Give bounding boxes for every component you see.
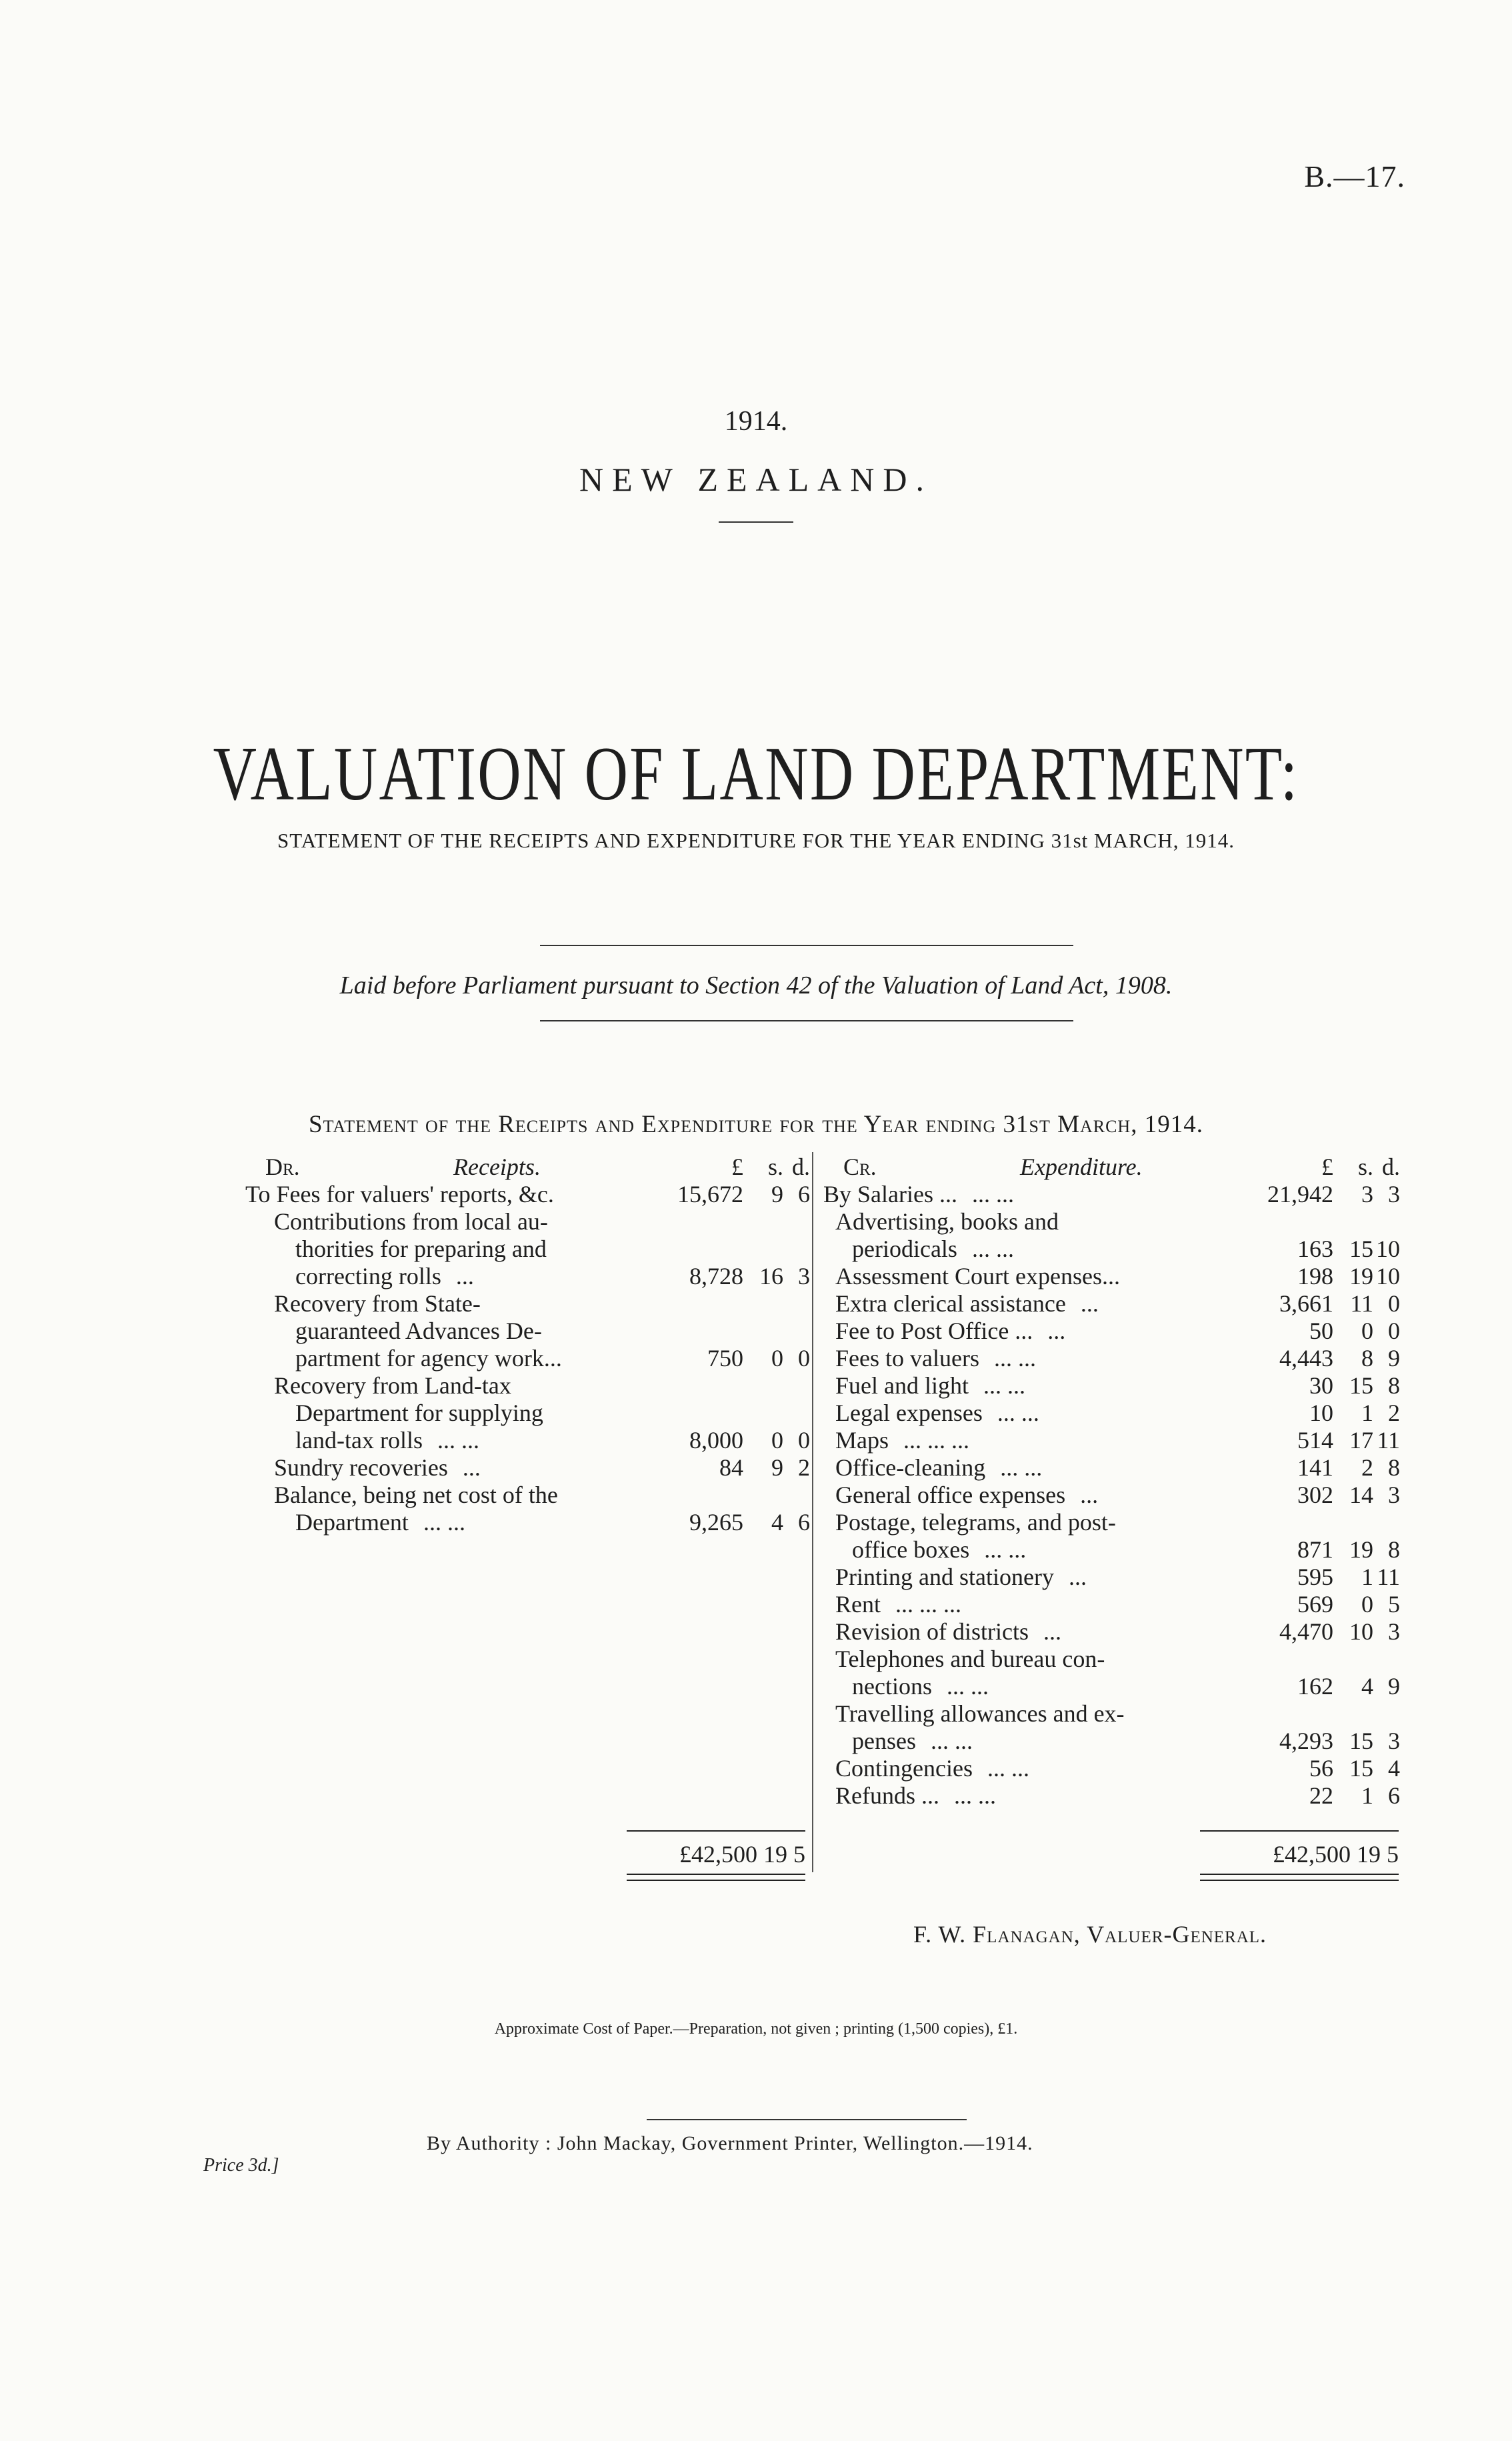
shillings-value: 19 <box>1349 1536 1373 1563</box>
table-row <box>823 1290 1398 1318</box>
row-text: land-tax rolls <box>295 1427 423 1454</box>
signature-line: F. W. Flanagan, Valuer-General. <box>913 1921 1267 1948</box>
expenditure-header <box>823 1153 1398 1181</box>
table-row <box>823 1236 1398 1263</box>
table-row <box>245 1263 810 1290</box>
shillings-value: 16 <box>759 1263 783 1290</box>
table-row <box>823 1318 1398 1345</box>
pence-value: 6 <box>798 1181 810 1207</box>
row-text: thorities for preparing and <box>295 1236 547 1262</box>
expenditure-total-rule <box>1200 1830 1399 1832</box>
shillings-value: 15 <box>1349 1728 1373 1754</box>
row-text: Office-cleaning <box>835 1454 986 1481</box>
table-row <box>823 1263 1398 1290</box>
pounds-value: 30 <box>1309 1372 1333 1399</box>
pence-value: 8 <box>1388 1454 1400 1481</box>
pounds-value: 569 <box>1297 1591 1333 1618</box>
leader-dots: ... ... ... <box>903 1427 969 1454</box>
row-text: Department for supplying <box>295 1400 543 1426</box>
row-description <box>823 1181 1014 1208</box>
table-row <box>823 1427 1398 1454</box>
pence-value: 6 <box>798 1509 810 1536</box>
pounds-value: 56 <box>1309 1755 1333 1782</box>
shillings-value: 3 <box>1361 1181 1373 1207</box>
row-text: Rent <box>835 1591 881 1618</box>
table-row <box>823 1782 1398 1810</box>
row-description <box>852 1236 1014 1263</box>
divider <box>540 1020 1073 1021</box>
table-row <box>823 1700 1398 1728</box>
leader-dots: ... ... <box>983 1372 1025 1399</box>
row-description <box>295 1427 479 1454</box>
row-text: Contingencies <box>835 1755 973 1782</box>
pounds-header: £ <box>1321 1153 1333 1180</box>
statement-heading: Statement of the Receipts and Expenditure for the Year ending 31st March, 1914. <box>309 1111 1203 1138</box>
pence-value: 8 <box>1388 1536 1400 1563</box>
row-text: Refunds ... <box>835 1782 939 1809</box>
row-description <box>852 1673 989 1700</box>
row-text: office boxes <box>852 1536 970 1563</box>
pence-header: d. <box>1382 1153 1400 1180</box>
pence-value: 3 <box>1388 1181 1400 1207</box>
pounds-value: 302 <box>1297 1482 1333 1508</box>
row-text: Sundry recoveries <box>274 1454 448 1481</box>
row-description <box>835 1427 969 1454</box>
pounds-value: 3,661 <box>1279 1290 1333 1317</box>
row-description <box>835 1318 1065 1345</box>
shillings-value: 17 <box>1349 1427 1373 1454</box>
row-text: Fee to Post Office ... <box>835 1318 1033 1344</box>
receipts-total-rule <box>627 1830 805 1832</box>
row-description <box>835 1400 1039 1427</box>
expenditure-rows <box>823 1181 1398 1810</box>
table-row <box>245 1454 810 1482</box>
pounds-value: 84 <box>719 1454 743 1481</box>
pounds-value: 163 <box>1297 1236 1333 1262</box>
row-description <box>835 1345 1036 1372</box>
leader-dots: ... ... <box>954 1782 996 1809</box>
row-text: Maps <box>835 1427 889 1454</box>
receipts-double-rule <box>627 1874 805 1881</box>
pounds-value: 198 <box>1297 1263 1333 1290</box>
row-description <box>835 1208 1059 1236</box>
table-row <box>245 1208 805 1236</box>
receipts-table <box>245 1153 810 1536</box>
row-description <box>835 1646 1105 1673</box>
pence-header: d. <box>792 1153 810 1180</box>
row-description <box>835 1509 1116 1536</box>
receipts-total: £42,500 19 5 <box>679 1841 805 1868</box>
row-text: Advertising, books and <box>835 1208 1059 1235</box>
shillings-value: 15 <box>1349 1236 1373 1262</box>
leader-dots: ... ... <box>1000 1454 1043 1481</box>
leader-dots: ... ... <box>987 1755 1029 1782</box>
table-row <box>823 1400 1398 1427</box>
leader-dots: ... ... <box>971 1236 1014 1262</box>
cr-label: Cr. <box>843 1153 877 1180</box>
leader-dots: ... ... <box>984 1536 1027 1563</box>
row-description <box>295 1509 465 1536</box>
pounds-value: 871 <box>1297 1536 1333 1563</box>
row-text: To Fees for valuers' reports, &c. <box>245 1181 554 1207</box>
row-text: Recovery from State- <box>274 1290 481 1317</box>
shillings-value: 0 <box>771 1345 783 1372</box>
table-row <box>823 1646 1398 1673</box>
pounds-value: 4,470 <box>1279 1618 1333 1645</box>
row-text: Revision of districts <box>835 1618 1029 1645</box>
pence-value: 6 <box>1388 1782 1400 1809</box>
shillings-value: 2 <box>1361 1454 1373 1481</box>
table-row <box>823 1454 1398 1482</box>
pounds-value: 22 <box>1309 1782 1333 1809</box>
table-row <box>823 1564 1398 1591</box>
row-description <box>835 1700 1125 1728</box>
shillings-value: 19 <box>1349 1263 1373 1290</box>
expenditure-total: £42,500 19 5 <box>1273 1841 1399 1868</box>
table-row <box>245 1318 805 1345</box>
expenditure-heading: Expenditure. <box>1020 1153 1143 1180</box>
row-description <box>835 1618 1061 1646</box>
row-description <box>835 1372 1025 1400</box>
paper-reference: B.—17. <box>1304 159 1405 193</box>
pence-value: 10 <box>1376 1236 1400 1262</box>
table-row <box>823 1755 1398 1782</box>
row-text: penses <box>852 1728 916 1754</box>
shillings-value: 8 <box>1361 1345 1373 1372</box>
table-row <box>245 1181 810 1208</box>
shillings-value: 1 <box>1361 1564 1373 1590</box>
shillings-value: 0 <box>771 1427 783 1454</box>
leader-dots: ... ... ... <box>895 1591 961 1618</box>
shillings-value: 1 <box>1361 1782 1373 1809</box>
table-row <box>823 1509 1398 1536</box>
row-description <box>295 1236 547 1263</box>
row-description <box>835 1782 996 1810</box>
table-row <box>823 1536 1398 1564</box>
row-description <box>835 1454 1042 1482</box>
leader-dots: ... ... <box>946 1673 989 1700</box>
leader-dots: ... <box>1043 1618 1061 1645</box>
pounds-value: 15,672 <box>677 1181 743 1207</box>
leader-dots: ... ... <box>997 1400 1039 1426</box>
shillings-value: 0 <box>1361 1318 1373 1344</box>
row-text: correcting rolls <box>295 1263 441 1290</box>
table-row <box>823 1673 1398 1700</box>
pounds-value: 4,293 <box>1279 1728 1333 1754</box>
leader-dots: ... ... <box>930 1728 973 1754</box>
row-description <box>274 1482 558 1509</box>
row-description <box>274 1208 548 1236</box>
table-row <box>823 1208 1398 1236</box>
row-text: Printing and stationery <box>835 1564 1054 1590</box>
column-divider <box>812 1152 813 1872</box>
pence-value: 4 <box>1388 1755 1400 1782</box>
leader-dots: ... ... <box>423 1509 465 1536</box>
expenditure-double-rule <box>1200 1874 1399 1881</box>
row-text: General office expenses <box>835 1482 1066 1508</box>
row-text: Contributions from local au- <box>274 1208 548 1235</box>
row-description <box>274 1454 481 1482</box>
leader-dots: ... ... <box>437 1427 479 1454</box>
table-row <box>823 1372 1398 1400</box>
shillings-value: 15 <box>1349 1755 1373 1782</box>
leader-dots: ... <box>1080 1482 1099 1508</box>
pence-value: 3 <box>1388 1482 1400 1508</box>
country-heading: NEW ZEALAND. <box>579 461 933 498</box>
row-text: guaranteed Advances De- <box>295 1318 542 1344</box>
page-title: VALUATION OF LAND DEPARTMENT: <box>213 731 1299 817</box>
pounds-value: 10 <box>1309 1400 1333 1426</box>
document-year: 1914. <box>724 406 788 437</box>
table-row <box>245 1482 805 1509</box>
table-row <box>823 1181 1398 1208</box>
row-description <box>852 1728 973 1755</box>
row-text: partment for agency work... <box>295 1345 562 1372</box>
shillings-header: s. <box>1357 1153 1373 1180</box>
pence-value: 0 <box>798 1345 810 1372</box>
leader-dots: ... <box>1068 1564 1087 1590</box>
leader-dots: ... <box>1080 1290 1099 1317</box>
table-row <box>245 1509 810 1536</box>
pounds-value: 162 <box>1297 1673 1333 1700</box>
pence-value: 11 <box>1377 1564 1400 1590</box>
row-description <box>835 1290 1099 1318</box>
row-description <box>274 1372 511 1400</box>
shillings-value: 10 <box>1349 1618 1373 1645</box>
shillings-value: 11 <box>1350 1290 1373 1317</box>
table-row <box>823 1345 1398 1372</box>
row-text: Legal expenses <box>835 1400 983 1426</box>
pounds-value: 750 <box>707 1345 743 1372</box>
table-row <box>823 1482 1398 1509</box>
table-row <box>245 1427 810 1454</box>
shillings-value: 9 <box>771 1454 783 1481</box>
shillings-value: 15 <box>1349 1372 1373 1399</box>
table-row <box>245 1290 805 1318</box>
row-text: Recovery from Land-tax <box>274 1372 511 1399</box>
pounds-value: 141 <box>1297 1454 1333 1481</box>
expenditure-table <box>823 1153 1398 1810</box>
pence-value: 0 <box>798 1427 810 1454</box>
row-description <box>835 1564 1087 1591</box>
shillings-value: 1 <box>1361 1400 1373 1426</box>
shillings-value: 0 <box>1361 1591 1373 1618</box>
row-text: Fuel and light <box>835 1372 969 1399</box>
row-text: Assessment Court expenses... <box>835 1263 1120 1290</box>
shillings-value: 4 <box>771 1509 783 1536</box>
row-description <box>295 1318 542 1345</box>
shillings-value: 14 <box>1349 1482 1373 1508</box>
pence-value: 3 <box>1388 1618 1400 1645</box>
receipts-rows <box>245 1181 810 1536</box>
pence-value: 11 <box>1377 1427 1400 1454</box>
pounds-value: 9,265 <box>689 1509 743 1536</box>
shillings-header: s. <box>767 1153 783 1180</box>
shillings-value: 4 <box>1361 1673 1373 1700</box>
row-description <box>295 1345 562 1372</box>
row-description <box>274 1290 481 1318</box>
table-row <box>245 1345 810 1372</box>
pounds-value: 8,728 <box>689 1263 743 1290</box>
pence-value: 3 <box>1388 1728 1400 1754</box>
row-text: periodicals <box>852 1236 957 1262</box>
page-subtitle: STATEMENT OF THE RECEIPTS AND EXPENDITURE FOR THE YEAR ENDING 31st MARCH, 1914. <box>277 829 1235 852</box>
pounds-value: 4,443 <box>1279 1345 1333 1372</box>
laid-before-parliament-note: Laid before Parliament pursuant to Section 42 of the Valuation of Land Act, 1908. <box>339 971 1173 999</box>
row-text: Extra clerical assistance <box>835 1290 1066 1317</box>
pence-value: 8 <box>1388 1372 1400 1399</box>
authority-line: By Authority : John Mackay, Government Printer, Wellington.—1914. <box>427 2132 1033 2154</box>
row-text: Balance, being net cost of the <box>274 1482 558 1508</box>
pounds-value: 50 <box>1309 1318 1333 1344</box>
pounds-value: 8,000 <box>689 1427 743 1454</box>
row-text: Department <box>295 1509 409 1536</box>
row-text: Fees to valuers <box>835 1345 979 1372</box>
row-text: nections <box>852 1673 932 1700</box>
pence-value: 5 <box>1388 1591 1400 1618</box>
pence-value: 2 <box>1388 1400 1400 1426</box>
row-text: Telephones and bureau con- <box>835 1646 1105 1672</box>
row-description <box>245 1181 554 1208</box>
pounds-header: £ <box>731 1153 743 1180</box>
pence-value: 0 <box>1388 1290 1400 1317</box>
pounds-value: 514 <box>1297 1427 1333 1454</box>
receipts-header <box>245 1153 810 1181</box>
divider <box>719 521 793 523</box>
table-row <box>823 1618 1398 1646</box>
pence-value: 9 <box>1388 1345 1400 1372</box>
pence-value: 2 <box>798 1454 810 1481</box>
receipts-heading: Receipts. <box>453 1153 541 1180</box>
row-text: Travelling allowances and ex- <box>835 1700 1125 1727</box>
table-row <box>823 1728 1398 1755</box>
leader-dots: ... <box>462 1454 481 1481</box>
pounds-value: 21,942 <box>1267 1181 1333 1207</box>
leader-dots: ... <box>1047 1318 1066 1344</box>
shillings-value: 9 <box>771 1181 783 1207</box>
table-row <box>823 1591 1398 1618</box>
pence-value: 9 <box>1388 1673 1400 1700</box>
dr-label: Dr. <box>265 1153 300 1180</box>
row-description <box>835 1591 961 1618</box>
row-description <box>852 1536 1026 1564</box>
leader-dots: ... <box>455 1263 474 1290</box>
row-text: Postage, telegrams, and post- <box>835 1509 1116 1536</box>
leader-dots: ... ... <box>993 1345 1036 1372</box>
row-description <box>295 1400 543 1427</box>
row-text: By Salaries ... <box>823 1181 957 1207</box>
pence-value: 10 <box>1376 1263 1400 1290</box>
divider <box>647 2119 967 2120</box>
pounds-value: 595 <box>1297 1564 1333 1590</box>
table-row <box>245 1400 805 1427</box>
pence-value: 3 <box>798 1263 810 1290</box>
row-description <box>835 1755 1029 1782</box>
row-description <box>835 1263 1120 1290</box>
leader-dots: ... ... <box>971 1181 1014 1207</box>
table-row <box>245 1372 805 1400</box>
pence-value: 0 <box>1388 1318 1400 1344</box>
divider <box>540 945 1073 946</box>
paper-cost-note: Approximate Cost of Paper.—Preparation, not given ; printing (1,500 copies), £1. <box>494 2020 1018 2038</box>
table-row <box>245 1236 805 1263</box>
row-description <box>835 1482 1098 1509</box>
row-description <box>295 1263 474 1290</box>
price-note: Price 3d.] <box>203 2155 279 2176</box>
